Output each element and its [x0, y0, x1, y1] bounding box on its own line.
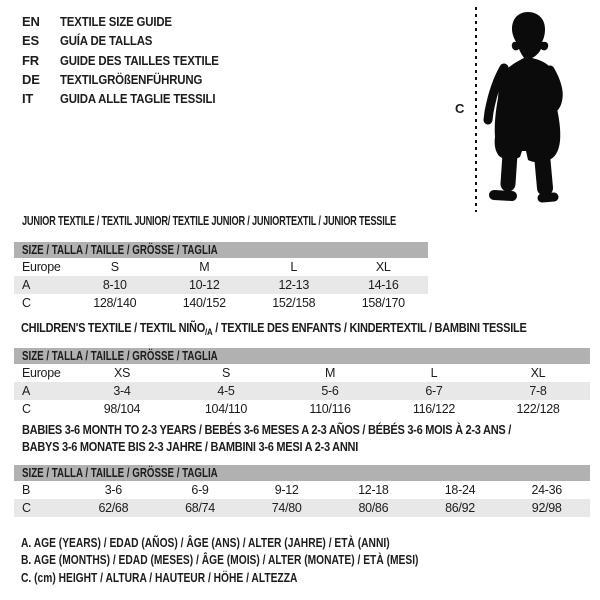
cell: XL — [530, 366, 546, 380]
cell: 140/152 — [182, 296, 226, 310]
cell: 122/128 — [516, 402, 560, 416]
table-row-europe — [14, 258, 428, 276]
row-label: C — [22, 501, 31, 515]
cell: S — [221, 366, 231, 380]
cell: 68/74 — [185, 501, 215, 515]
cell: 104/110 — [204, 402, 248, 416]
lang-row-en — [22, 12, 240, 31]
lang-row-it — [22, 89, 240, 108]
lang-code: FR — [22, 52, 39, 68]
lang-code: EN — [22, 14, 40, 30]
cell: 18-24 — [444, 483, 476, 497]
lang-title: TEXTILE SIZE GUIDE — [60, 14, 172, 30]
cell: 9-12 — [274, 483, 299, 497]
lang-title: TEXTILGRÖßENFÜHRUNG — [60, 72, 203, 88]
cell: XL — [375, 260, 391, 274]
cell: 5-6 — [321, 384, 339, 398]
cell: 98/104 — [103, 402, 141, 416]
children-title-sub: /A — [205, 327, 213, 337]
row-label: Europe — [22, 366, 61, 380]
cell: XS — [113, 366, 131, 380]
cell: 152/158 — [272, 296, 316, 310]
cell: 12-13 — [278, 278, 309, 292]
size-header-label: SIZE / TALLA / TAILLE / GRÖSSE / TAGLIA — [22, 349, 218, 363]
size-header-bar — [14, 465, 590, 481]
cell: 62/68 — [98, 501, 129, 515]
cell: M — [324, 366, 336, 380]
cell: 86/92 — [445, 501, 475, 515]
row-label: A — [22, 278, 31, 292]
cell: 7-8 — [529, 384, 547, 398]
language-title-list — [22, 12, 240, 108]
height-marker-label: C — [455, 101, 465, 116]
lang-row-es — [22, 31, 240, 50]
children-size-table — [14, 348, 590, 418]
size-header-bar — [14, 348, 590, 364]
cell: 158/170 — [361, 296, 405, 310]
lang-row-fr — [22, 51, 240, 70]
children-table-title — [21, 321, 527, 337]
cell: L — [290, 260, 298, 274]
table-row-age-months — [14, 481, 590, 499]
cell: 128/140 — [93, 296, 137, 310]
cell: 6-9 — [191, 483, 209, 497]
legend-line-a: A. AGE (YEARS) / EDAD (AÑOS) / ÂGE (ANS) / ALTER (JAHRE) / ETÀ (ANNI) — [21, 536, 390, 550]
cell: 6-7 — [425, 384, 443, 398]
babies-table-title — [22, 422, 511, 456]
lang-code: DE — [22, 72, 40, 88]
size-header-bar — [14, 242, 428, 258]
children-title-post: / TEXTILE DES ENFANTS / KINDERTEXTIL / BAMBINI TESSILE — [212, 321, 527, 335]
cell: 74/80 — [271, 501, 302, 515]
legend-line-b: B. AGE (MONTHS) / EDAD (MESES) / ÂGE (MOIS) / ALTER (MONATE) / ETÀ (MESI) — [21, 553, 419, 568]
cell: 116/122 — [412, 402, 456, 416]
size-header-label: SIZE / TALLA / TAILLE / GRÖSSE / TAGLIA — [22, 243, 218, 257]
cell: 24-36 — [531, 483, 562, 497]
lang-title: GUIDA ALLE TAGLIE TESSILI — [60, 91, 216, 107]
babies-size-table — [14, 465, 590, 517]
lang-code: IT — [22, 91, 34, 107]
row-label: A — [22, 384, 31, 398]
table-row-height — [14, 499, 590, 517]
cell: S — [110, 260, 119, 274]
cell: 80/86 — [358, 501, 389, 515]
cell: 4-5 — [217, 384, 235, 398]
junior-size-table — [14, 242, 428, 312]
table-row-age — [14, 276, 428, 294]
babies-title-line1: BABIES 3-6 MONTH TO 2-3 YEARS / BEBÉS 3-6 MESES A 2-3 AÑOS / BÉBÉS 3-6 MOIS À 2-3 ANS / — [22, 423, 512, 437]
lang-row-de — [22, 70, 240, 89]
row-label: Europe — [22, 260, 61, 274]
children-title-pre: CHILDREN'S TEXTILE / TEXTIL NIÑO — [21, 321, 206, 335]
cell: 92/98 — [531, 501, 562, 515]
cell: L — [430, 366, 438, 380]
height-dashed-line — [475, 7, 477, 212]
lang-title: GUIDE DES TAILLES TEXTILE — [60, 52, 219, 68]
table-row-age — [14, 382, 590, 400]
table-row-height — [14, 294, 428, 312]
table-row-height — [14, 400, 590, 418]
junior-table-title: JUNIOR TEXTILE / TEXTIL JUNIOR/ TEXTILE JUNIOR / JUNIORTEXTIL / JUNIOR TESSILE — [22, 214, 396, 228]
lang-title: GUÍA DE TALLAS — [60, 33, 153, 49]
toddler-silhouette-icon — [482, 8, 588, 208]
cell: 12-18 — [358, 483, 389, 497]
cell: 14-16 — [368, 278, 399, 292]
lang-code: ES — [22, 33, 39, 49]
cell: 3-4 — [113, 384, 131, 398]
cell: 10-12 — [189, 278, 220, 292]
row-label: B — [22, 483, 31, 497]
measurement-legend — [21, 536, 506, 588]
legend-line-c: C. (cm) HEIGHT / ALTURA / HAUTEUR / HÖHE / ALTEZZA — [21, 570, 298, 585]
cell: 110/116 — [309, 402, 351, 416]
cell: 3-6 — [104, 483, 122, 497]
row-label: C — [22, 402, 31, 416]
cell: M — [199, 260, 210, 274]
table-row-europe — [14, 364, 590, 382]
row-label: C — [22, 296, 31, 310]
babies-title-line2: BABYS 3-6 MONATE BIS 2-3 JAHRE / BAMBINI 3-6 MESI A 2-3 ANNI — [22, 440, 359, 454]
cell: 8-10 — [102, 278, 127, 292]
size-header-label: SIZE / TALLA / TAILLE / GRÖSSE / TAGLIA — [22, 466, 218, 480]
